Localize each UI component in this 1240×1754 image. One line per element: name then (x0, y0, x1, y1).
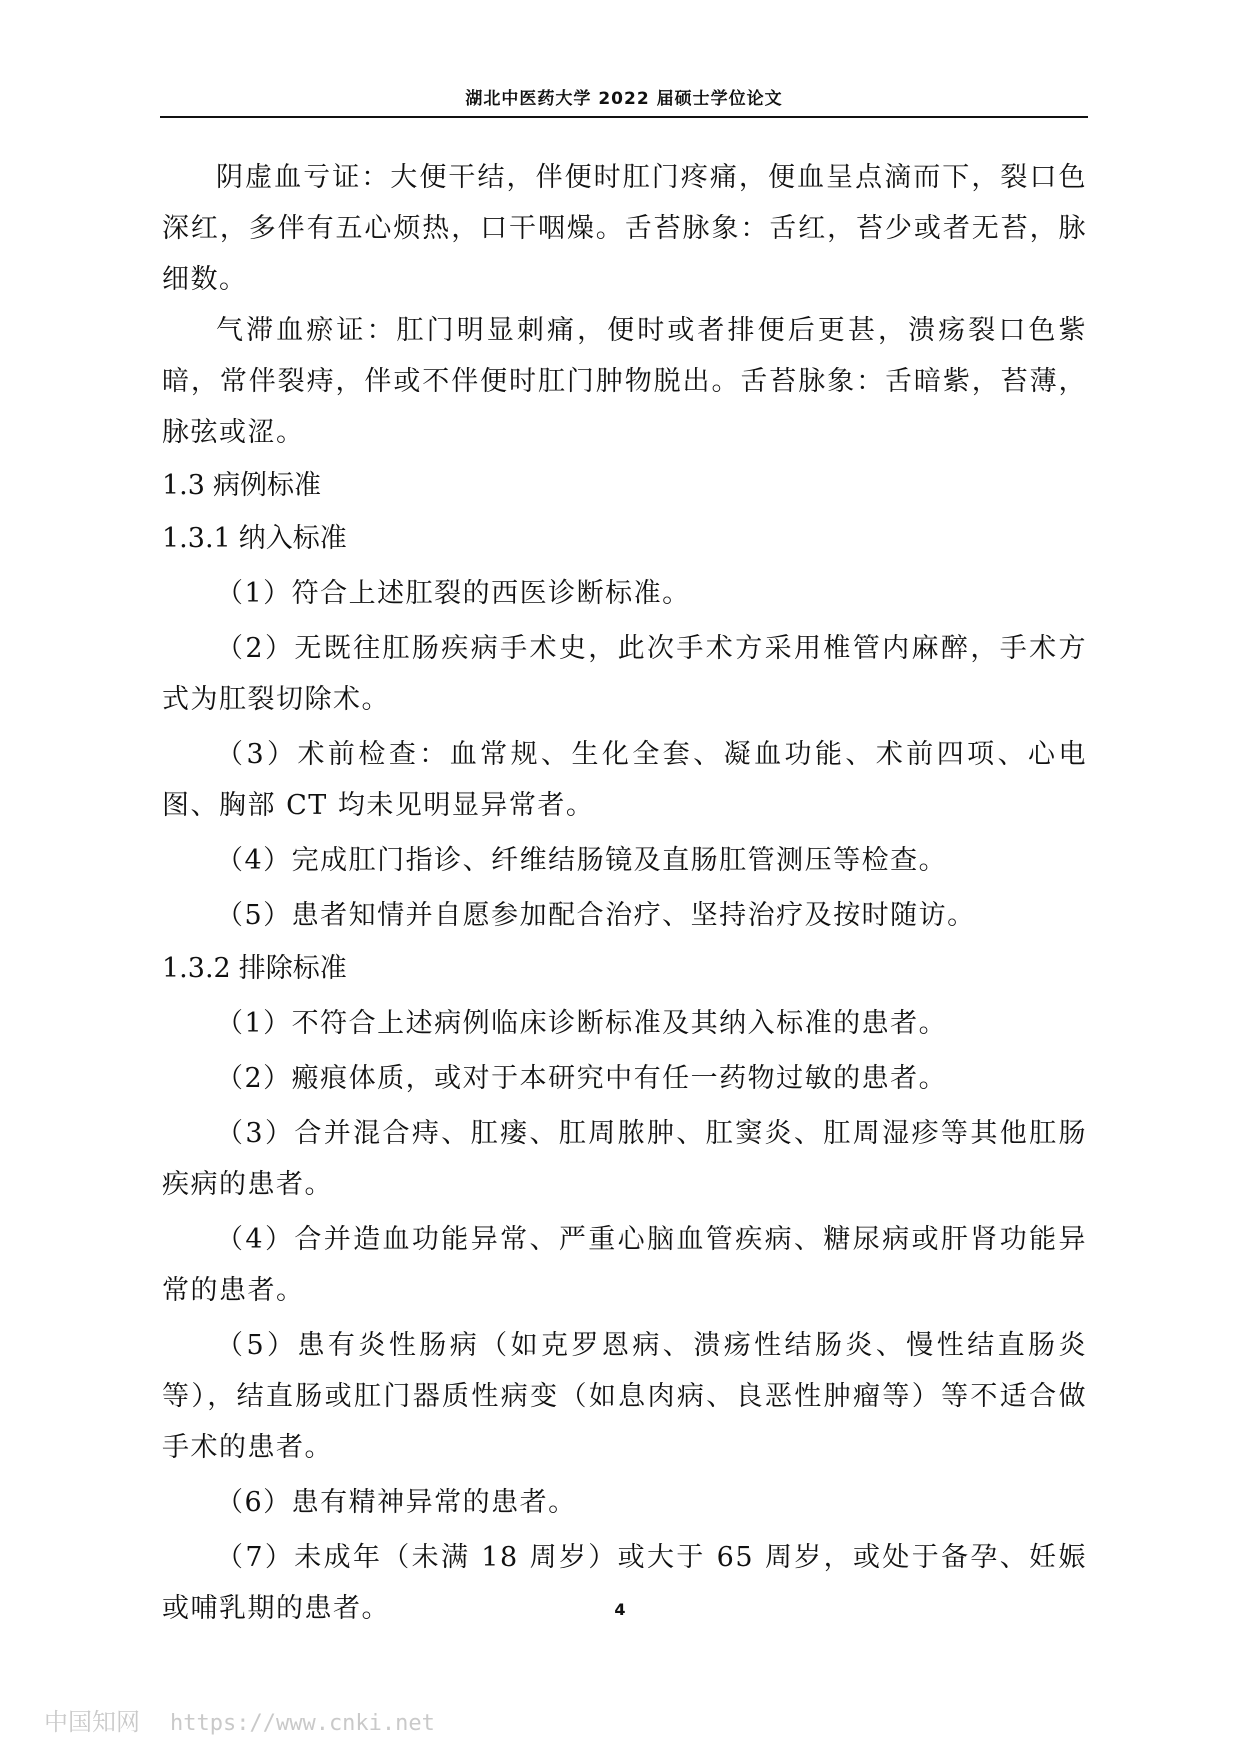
running-header: 湖北中医药大学 2022 届硕士学位论文 (465, 89, 783, 109)
cnki-watermark (44, 1702, 435, 1737)
section-heading-1-3-1 (162, 511, 1087, 564)
section-number: 1.3.1 (162, 523, 231, 554)
section-heading-1-3-2 (162, 941, 1087, 994)
paragraph-yin-deficiency: 阴虚血亏证：大便干结，伴便时肛门疼痛，便血呈点滴而下，裂口色深红，多伴有五心烦热，口干咽燥。舌苔脉象：舌红，苔少或者无苔，脉细数。 (162, 162, 1087, 295)
watermark-brand: 中国知网 (44, 1708, 140, 1736)
exclusion-item: （3）合并混合痔、肛瘘、肛周脓肿、肛窦炎、肛周湿疹等其他肛肠疾病的患者。 (162, 1118, 1087, 1200)
inclusion-item: （5）患者知情并自愿参加配合治疗、坚持治疗及按时随访。 (216, 900, 976, 931)
exclusion-item: （1）不符合上述病例临床诊断标准及其纳入标准的患者。 (216, 1008, 948, 1039)
header-rule (160, 116, 1088, 118)
section-title: 排除标准 (238, 953, 347, 984)
section-title: 纳入标准 (238, 523, 347, 554)
inclusion-item: （4）完成肛门指诊、纤维结肠镜及直肠肛管测压等检查。 (216, 845, 948, 876)
inclusion-item: （1）符合上述肛裂的西医诊断标准。 (216, 578, 691, 609)
inclusion-item: （2）无既往肛肠疾病手术史，此次手术方采用椎管内麻醉，手术方式为肛裂切除术。 (162, 633, 1087, 715)
page-number: 4 (614, 1600, 626, 1619)
inclusion-item: （3）术前检查：血常规、生化全套、凝血功能、术前四项、心电图、胸部 CT 均未见明显异常者。 (162, 739, 1087, 821)
exclusion-item: （7）未成年（未满 18 周岁）或大于 65 周岁，或处于备孕、妊娠或哺乳期的患者。 (162, 1542, 1087, 1624)
body-text (162, 152, 1087, 1634)
exclusion-item: （4）合并造血功能异常、严重心脑血管疾病、糖尿病或肝肾功能异常的患者。 (162, 1224, 1087, 1306)
exclusion-item: （2）瘢痕体质，或对于本研究中有任一药物过敏的患者。 (216, 1063, 948, 1094)
section-number: 1.3.2 (162, 953, 231, 984)
section-number: 1.3 (162, 470, 205, 501)
watermark-url: https://www.cnki.net (170, 1711, 435, 1736)
section-title: 病例标准 (212, 470, 321, 501)
section-heading-1-3 (162, 458, 1087, 511)
paragraph-qi-stagnation: 气滞血瘀证：肛门明显刺痛，便时或者排便后更甚，溃疡裂口色紫暗，常伴裂痔，伴或不伴便时肛门肿物脱出。舌苔脉象：舌暗紫，苔薄，脉弦或涩。 (162, 315, 1087, 448)
exclusion-item: （5）患有炎性肠病（如克罗恩病、溃疡性结肠炎、慢性结直肠炎等），结直肠或肛门器质性病变（如息肉病、良恶性肿瘤等）等不适合做手术的患者。 (162, 1330, 1087, 1463)
exclusion-item: （6）患有精神异常的患者。 (216, 1487, 577, 1518)
